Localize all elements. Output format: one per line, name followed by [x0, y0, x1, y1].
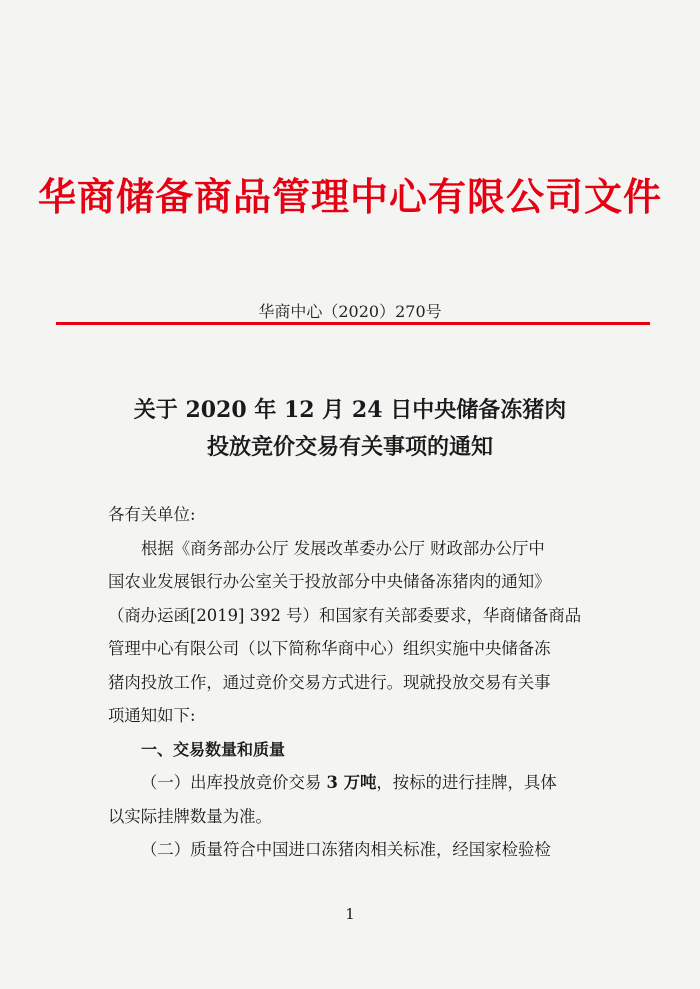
paragraph-line: 根据《商务部办公厅 发展改革委办公厅 财政部办公厅中 — [141, 538, 545, 558]
paragraph-line: （商办运函[2019] 392 号）和国家有关部委要求，华商储备商品 — [108, 605, 582, 625]
header-title: 华商储备商品管理中心有限公司文件 — [37, 175, 662, 219]
paragraph-line: 项通知如下: — [108, 706, 196, 725]
document-body — [108, 498, 628, 867]
salutation: 各有关单位: — [108, 505, 196, 524]
item-line — [108, 766, 628, 800]
section-heading: 一、交易数量和质量 — [141, 739, 286, 759]
item-emphasis: 3 万吨 — [326, 773, 377, 792]
notice-title-line: 关于 2020 年 12 月 24 日中央储备冻猪肉 — [133, 397, 567, 423]
paragraph-line: 猪肉投放工作，通过竞价交易方式进行。现就投放交易有关事 — [108, 672, 551, 692]
item-line: （二）质量符合中国进口冻猪肉相关标准，经国家检验检 — [141, 840, 551, 859]
notice-title-line: 投放竞价交易有关事项的通知 — [206, 434, 493, 460]
item-text: ，按标的进行挂牌，具体 — [376, 773, 557, 792]
item-text: （一）出库投放竞价交易 — [141, 773, 327, 792]
document-number: 华商中心（2020）270号 — [258, 302, 442, 321]
paragraph-line: 管理中心有限公司（以下简称华商中心）组织实施中央储备冻 — [108, 639, 551, 658]
paragraph-line: 国农业发展银行办公室关于投放部分中央储备冻猪肉的通知》 — [108, 572, 551, 591]
item-line: 以实际挂牌数量为准。 — [108, 806, 272, 826]
red-divider — [56, 322, 650, 325]
notice-title — [0, 392, 700, 466]
page-number: 1 — [345, 905, 355, 923]
